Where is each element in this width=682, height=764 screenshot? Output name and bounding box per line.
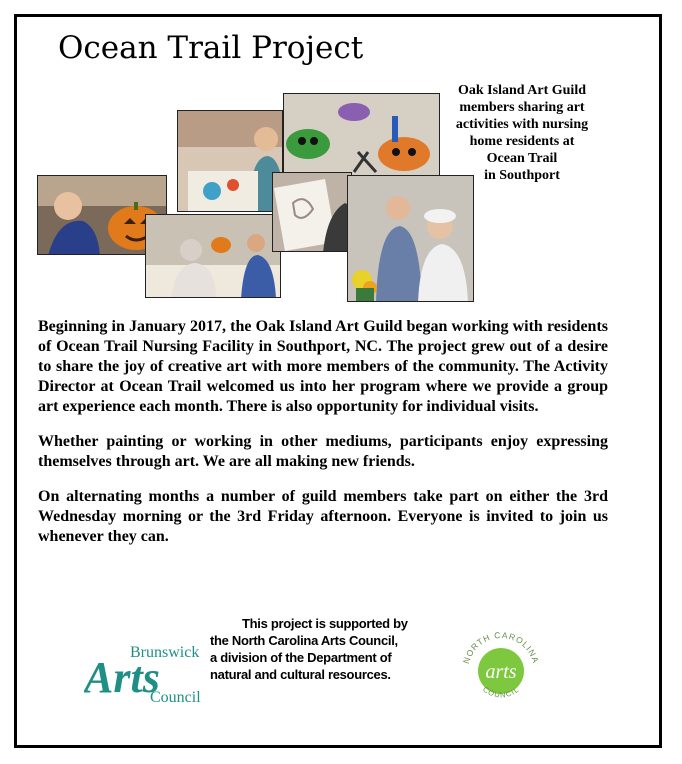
nc-logo-ring-bottom: COUNCIL: [481, 684, 521, 700]
collage-caption: [436, 82, 608, 184]
paragraph-mediums: Whether painting or working in other mediums, participants enjoy expressing themselves through art. We are all making new friends.: [38, 433, 608, 470]
support-line: natural and cultural resources.: [210, 667, 391, 682]
support-statement: [210, 615, 438, 683]
caption-line: Ocean Trail: [486, 151, 558, 166]
photo-masks-craft: [283, 93, 440, 183]
brunswick-logo-main: Arts: [84, 653, 160, 702]
photo-guild-member-helping: [177, 110, 283, 212]
page-title: Ocean Trail Project: [58, 30, 364, 66]
caption-line: members sharing art: [459, 100, 585, 115]
brunswick-logo-top: Brunswick: [130, 644, 200, 661]
photo-seniors-visit: [347, 175, 474, 302]
photo-drawing-closeup: [272, 172, 352, 252]
nc-logo-ring-top: NORTH CAROLINA: [460, 629, 542, 665]
caption-line: activities with nursing: [455, 117, 589, 132]
brunswick-arts-council-logo: [84, 640, 214, 706]
nc-logo-center: arts: [485, 661, 517, 683]
brunswick-logo-bottom: Council: [150, 689, 201, 706]
support-line: the North Carolina Arts Council,: [210, 633, 398, 648]
paragraph-intro: Beginning in January 2017, the Oak Island Art Guild began working with residents of Ocean Trail Nursing Facility in Southport, NC. The project grew out of a desire to share the joy of creative art with more members of the community. The Activity Director at Ocean Trail welcomed us into her program where we provide a group art experience each month. There is also opportunity for individual visits.: [38, 318, 608, 415]
support-line: a division of the Department of: [210, 650, 392, 665]
photo-table-group: [145, 214, 281, 298]
caption-line: home residents at: [469, 134, 575, 149]
paragraph-schedule: On alternating months a number of guild members take part on either the 3rd Wednesday morning or the 3rd Friday afternoon. Everyone is invited to join us whenever they can.: [38, 488, 608, 545]
support-line: This project is supported by: [242, 616, 408, 631]
nc-arts-council-logo: [456, 626, 546, 716]
caption-line: Oak Island Art Guild: [458, 83, 586, 98]
article-body: [38, 317, 608, 562]
caption-line: in Southport: [484, 168, 560, 183]
